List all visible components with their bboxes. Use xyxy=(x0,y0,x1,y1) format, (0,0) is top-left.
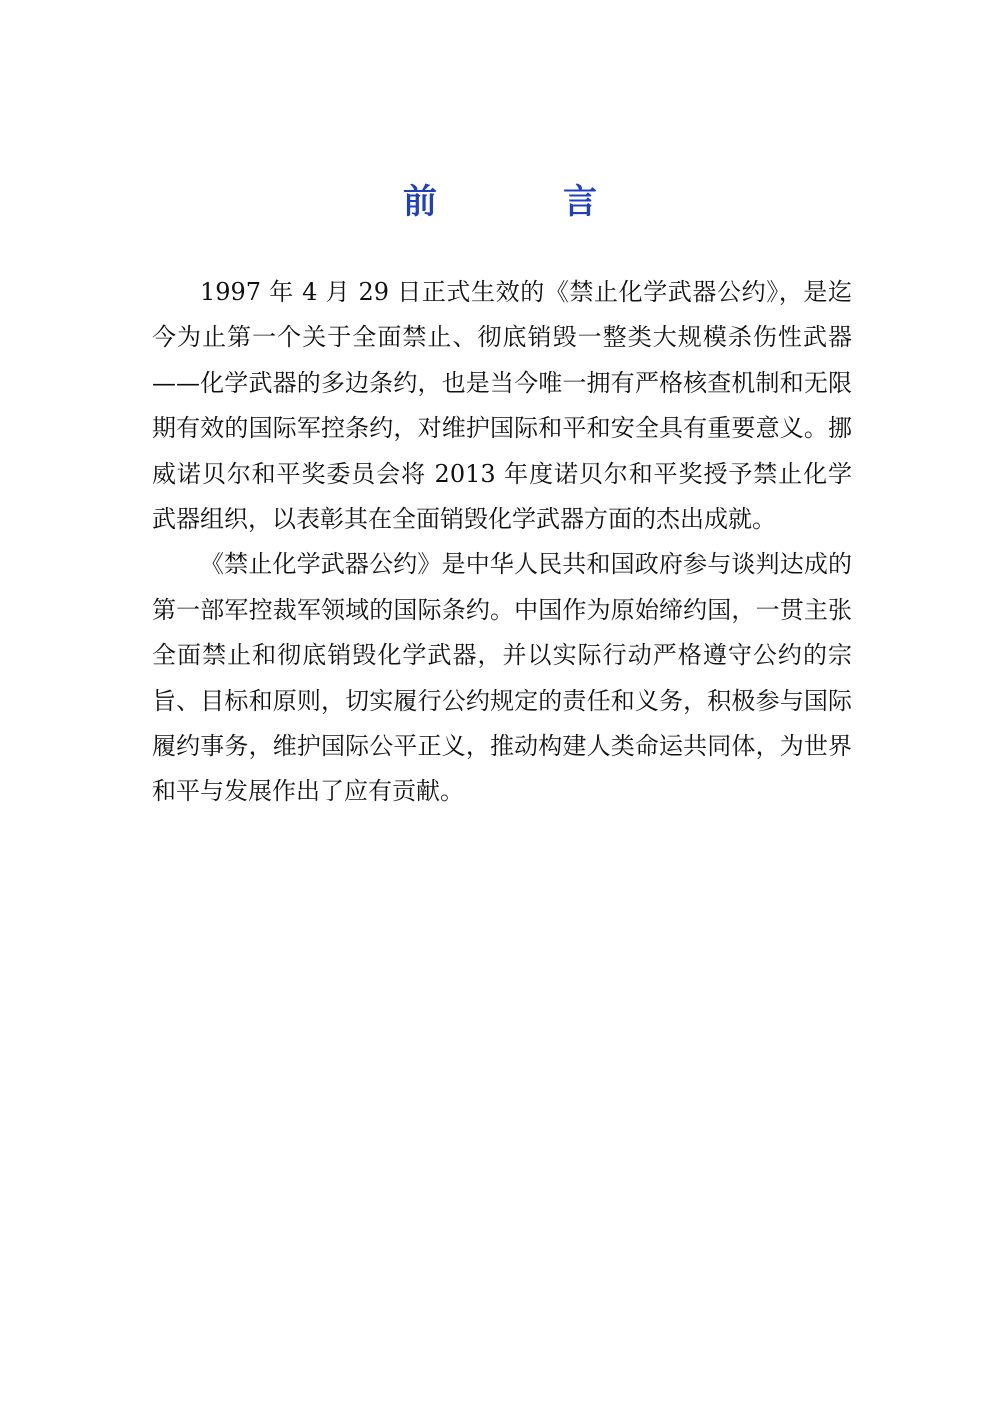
page-title: 前 言 xyxy=(403,182,643,222)
paragraph-1: 1997 年 4 月 29 日正式生效的《禁止化学武器公约》，是迄今为止第一个关于全面禁止、彻底销毁一整类大规模杀伤性武器——化学武器的多边条约，也是当今唯一拥有严格核查机制和无限期有效的国际军控条约，对维护国际和平和安全具有重要意义。挪威诺贝尔和平奖委员会将 2013 年度诺贝尔和平奖授予禁止化学武器组织，以表彰其在全面销毁化学武器方面的杰出成就。 xyxy=(152,278,852,534)
paragraph-2: 《禁止化学武器公约》是中华人民共和国政府参与谈判达成的第一部军控裁军领域的国际条约。中国作为原始缔约国，一贯主张全面禁止和彻底销毁化学武器，并以实际行动严格遵守公约的宗旨、目标和原则，切实履行公约规定的责任和义务，积极参与国际履约事务，维护国际公平正义，推动构建人类命运共同体，为世界和平与发展作出了应有贡献。 xyxy=(152,550,852,806)
document-body xyxy=(152,270,852,815)
